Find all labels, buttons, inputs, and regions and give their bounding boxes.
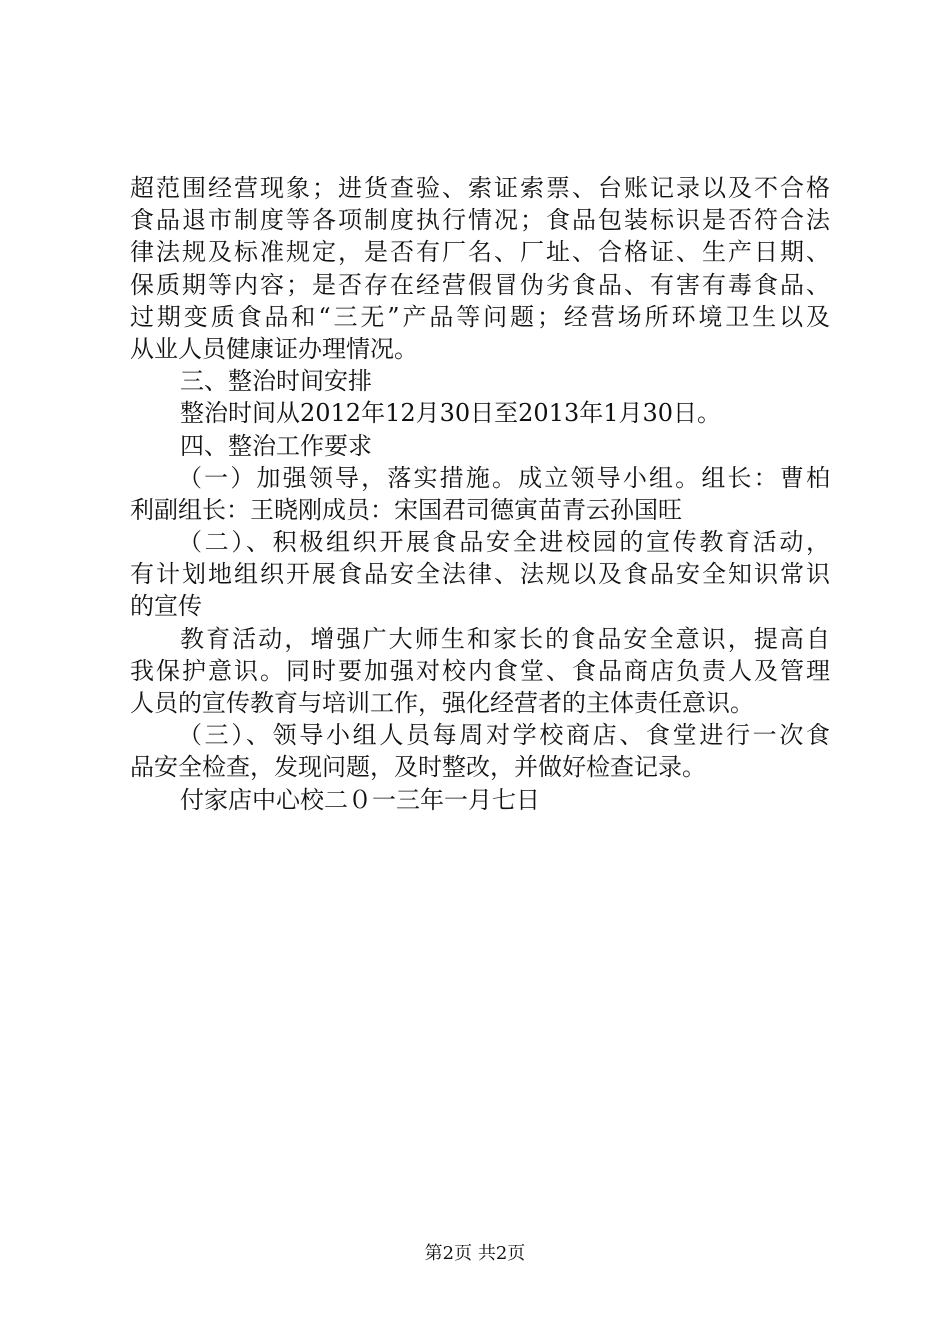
text-line: 食品退市制度等各项制度执行情况；食品包装标识是否符合法 bbox=[130, 206, 830, 235]
page-footer: 第2页 共2页 bbox=[424, 1243, 526, 1264]
text-line: 整治时间从2012年12月30日至2013年1月30日。 bbox=[180, 399, 722, 428]
text-line: 超范围经营现象；进货查验、索证索票、台账记录以及不合格 bbox=[130, 174, 830, 202]
text-line: （二）、积极组织开展食品安全进校园的宣传教育活动， bbox=[178, 528, 830, 557]
text-line: 从业人员健康证办理情况。 bbox=[130, 334, 418, 363]
signature-line: 付家店中心校二０一三年一月七日 bbox=[180, 785, 540, 814]
text-line: 保质期等内容；是否存在经营假冒伪劣食品、有害有毒食品、 bbox=[130, 270, 830, 299]
text-line: 有计划地组织开展食品安全法律、法规以及食品安全知识常识 bbox=[130, 560, 830, 589]
text-line: 人员的宣传教育与培训工作，强化经营者的主体责任意识。 bbox=[130, 689, 754, 717]
text-line: 教育活动，增强广大师生和家长的食品安全意识，提高自 bbox=[180, 624, 830, 653]
text-line: （一）加强领导，落实措施。成立领导小组。组长：曹柏 bbox=[178, 463, 830, 492]
document-body bbox=[130, 172, 830, 816]
text-line: 的宣传 bbox=[130, 592, 202, 621]
text-line: 律法规及标准规定，是否有厂名、厂址、合格证、生产日期、 bbox=[130, 238, 830, 267]
text-line: （三）、领导小组人员每周对学校商店、食堂进行一次食 bbox=[178, 721, 830, 750]
section-heading: 四、整治工作要求 bbox=[180, 431, 372, 460]
text-line: 利副组长：王晓刚成员：宋国君司德寅苗青云孙国旺 bbox=[130, 495, 682, 524]
text-line: 我保护意识。同时要加强对校内食堂、食品商店负责人及管理 bbox=[130, 656, 830, 685]
section-heading: 三、整治时间安排 bbox=[180, 367, 372, 396]
text-line: 过期变质食品和“三无”产品等问题；经营场所环境卫生以及 bbox=[130, 302, 830, 331]
text-line: 品安全检查，发现问题，及时整改，并做好检查记录。 bbox=[130, 753, 706, 782]
